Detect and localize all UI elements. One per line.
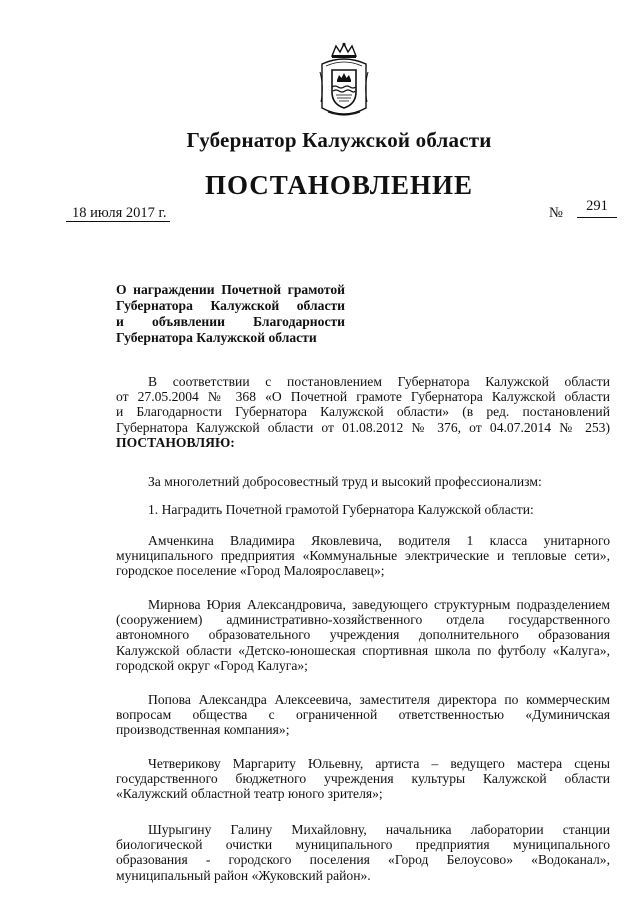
decree-word: ПОСТАНОВЛЯЮ: bbox=[116, 434, 235, 450]
awardee-line: Калужской области «Детско-юношеская спортивная школа по футболу «Калуга», bbox=[116, 642, 610, 658]
awardee-line: городской округ «Город Калуга»; bbox=[116, 657, 308, 673]
awardee-line: Мирнова Юрия Александровича, заведующего структурным подразделением bbox=[148, 597, 610, 612]
coat-of-arms-emblem bbox=[318, 42, 370, 120]
awardee-paragraph bbox=[116, 756, 610, 802]
subject-line: Губернатора Калужской области bbox=[116, 330, 317, 345]
awardee-line: (сооружением) административно-хозяйственного отдела государственного bbox=[116, 612, 610, 628]
awardee-line: муниципального предприятия «Коммунальные электрические и тепловые сети», bbox=[116, 548, 610, 564]
preamble-line: Губернатора Калужской области от 01.08.2012 № 376, от 04.07.2014 № 253) bbox=[116, 419, 610, 435]
preamble-line: В соответствии с постановлением Губернатора Калужской области bbox=[148, 374, 610, 389]
preamble-line: и Благодарности Губернатора Калужской области» (в ред. постановлений bbox=[116, 404, 610, 420]
awardee-line: Амченкина Владимира Яковлевича, водителя 1 класса унитарного bbox=[148, 533, 610, 548]
awardee-line: «Калужский областной театр юного зрителя»; bbox=[116, 786, 383, 802]
awardee-line: вопросам общества с ограниченной ответственностью «Думиничская bbox=[116, 707, 610, 723]
awardee-line: производственная компания»; bbox=[116, 722, 290, 738]
awardee-line: муниципальный район «Жуковский район». bbox=[116, 867, 371, 883]
reason-paragraph bbox=[116, 474, 610, 489]
document-number-label: № bbox=[549, 205, 563, 221]
awardee-line: автономного образовательного учреждения дополнительного образования bbox=[116, 627, 610, 643]
item-1-paragraph bbox=[116, 502, 610, 517]
document-type-title: ПОСТАНОВЛЕНИЕ bbox=[204, 170, 474, 200]
awardee-line: Шурыгину Галину Михайловну, начальника лаборатории станции bbox=[148, 822, 610, 837]
awardee-line: образования - городского поселения «Город Белоусово» «Водоканал», bbox=[116, 852, 610, 868]
document-date: 18 июля 2017 г. bbox=[66, 205, 170, 222]
item-1-text: 1. Наградить Почетной грамотой Губернатора Калужской области: bbox=[148, 502, 534, 517]
reason-text: За многолетний добросовестный труд и высокий профессионализм: bbox=[148, 474, 542, 489]
preamble-paragraph bbox=[116, 374, 610, 450]
awardee-line: городское поселение «Город Малоярославец»; bbox=[116, 563, 385, 579]
awardee-line: Четверикову Маргариту Юльевну, артиста – ведущего мастера сцены bbox=[148, 756, 610, 771]
awardee-paragraph bbox=[116, 692, 610, 738]
awardee-paragraph bbox=[116, 533, 610, 579]
awardee-line: Попова Александра Алексеевича, заместителя директора по коммерческим bbox=[148, 692, 610, 707]
awardee-line: биологической очистки муниципального предприятия муниципального bbox=[116, 837, 610, 853]
document-number: 291 bbox=[577, 198, 617, 218]
awardee-paragraph bbox=[116, 822, 610, 883]
issuing-authority: Губернатор Калужской области bbox=[186, 128, 492, 152]
document-subject bbox=[116, 282, 345, 346]
awardee-paragraph bbox=[116, 597, 610, 673]
subject-line: Губернатора Калужской области bbox=[116, 298, 345, 313]
preamble-line: от 27.05.2004 № 368 «О Почетной грамоте Губернатора Калужской области bbox=[116, 389, 610, 405]
subject-line: и объявлении Благодарности bbox=[116, 314, 345, 329]
subject-line: О награждении Почетной грамотой bbox=[116, 282, 345, 297]
awardee-line: государственного бюджетного учреждения культуры Калужской области bbox=[116, 771, 610, 787]
